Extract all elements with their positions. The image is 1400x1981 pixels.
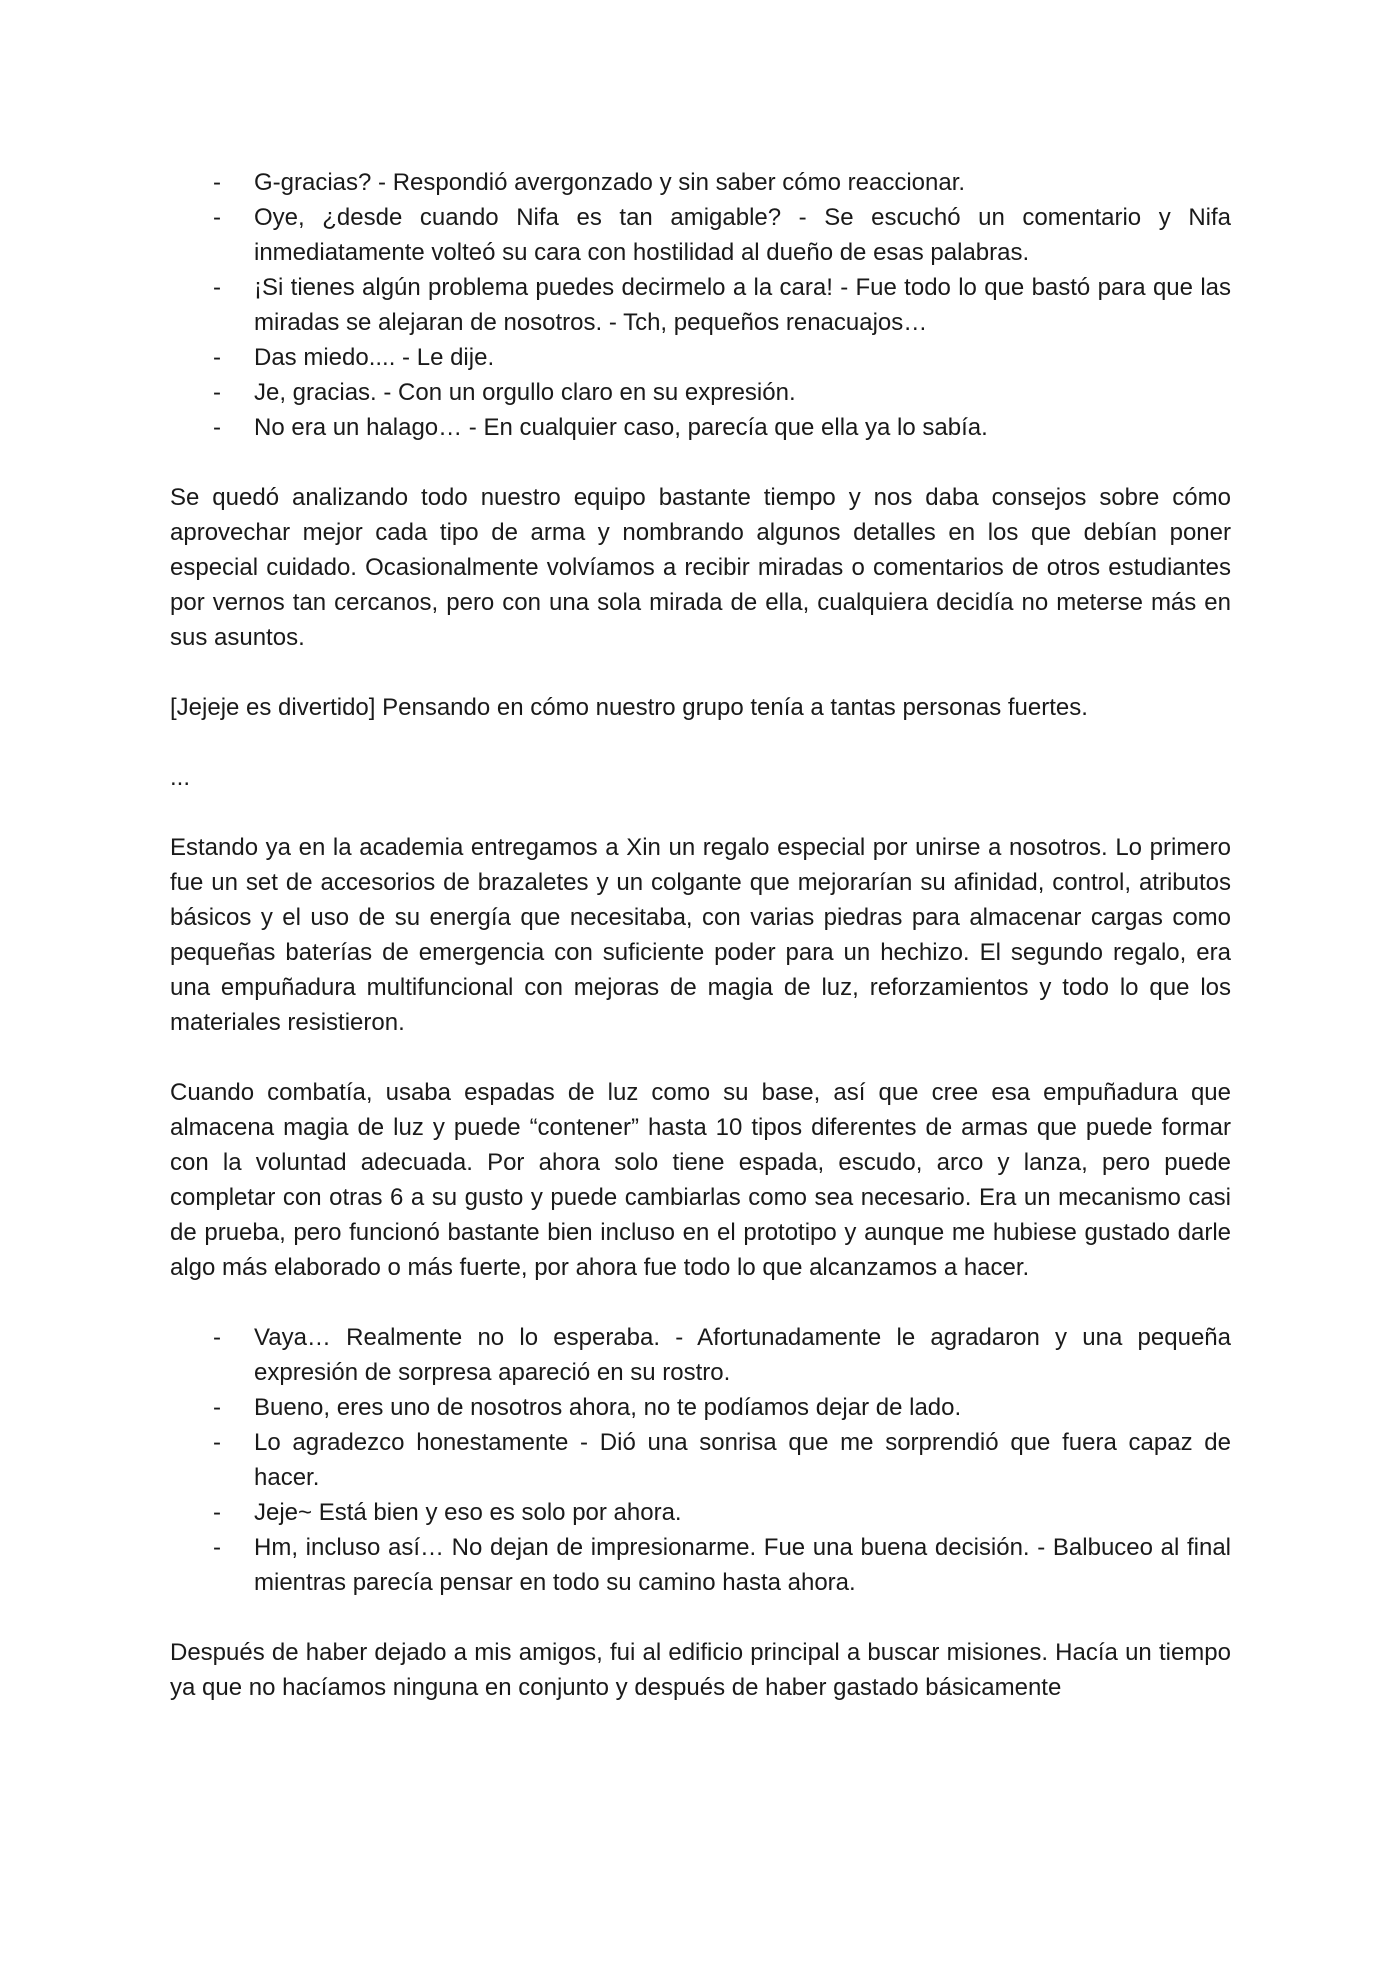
spacer [170, 655, 1231, 690]
spacer [170, 445, 1231, 480]
dialogue-line: - G-gracias? - Respondió avergonzado y sin saber cómo reaccionar. [170, 165, 1231, 200]
narrative-paragraph: Cuando combatía, usaba espadas de luz como su base, así que cree esa empuñadura que almacena magia de luz y puede “contener” hasta 10 tipos diferentes de armas que puede formar con la voluntad adecuada. Por ahora solo tiene espada, escudo, arco y lanza, pero puede completar con otras 6 a su gusto y puede cambiarlas como sea necesario. Era un mecanismo casi de prueba, pero funcionó bastante bien incluso en el prototipo y aunque me hubiese gustado darle algo más elaborado o más fuerte, por ahora fue todo lo que alcanzamos a hacer. [170, 1079, 1231, 1281]
narrative-paragraph: [Jejeje es divertido] Pensando en cómo nuestro grupo tenía a tantas personas fuertes. [170, 694, 1088, 721]
spacer [170, 1040, 1231, 1075]
scene-separator: ... [170, 764, 191, 791]
document-body [170, 165, 1231, 1705]
dialogue-line: - Je, gracias. - Con un orgullo claro en su expresión. [170, 375, 1231, 410]
dialogue-line: - Lo agradezco honestamente - Dió una sonrisa que me sorprendió que fuera capaz de hacer. [170, 1425, 1231, 1495]
dialogue-line: - ¡Si tienes algún problema puedes decirmelo a la cara! - Fue todo lo que bastó para que las miradas se alejaran de nosotros. - Tch, pequeños renacuajos… [170, 270, 1231, 340]
dialogue-list-1 [170, 165, 1231, 445]
dialogue-line: - Vaya… Realmente no lo esperaba. - Afortunadamente le agradaron y una pequeña expresión de sorpresa apareció en su rostro. [170, 1320, 1231, 1390]
narrative-paragraph: Después de haber dejado a mis amigos, fui al edificio principal a buscar misiones. Hacía un tiempo ya que no hacíamos ninguna en conjunto y después de haber gastado básicamente [170, 1639, 1231, 1701]
dialogue-list-2 [170, 1320, 1231, 1600]
spacer [170, 1285, 1231, 1320]
dialogue-line: - No era un halago… - En cualquier caso, parecía que ella ya lo sabía. [170, 410, 1231, 445]
dialogue-line: - Das miedo.... - Le dije. [170, 340, 1231, 375]
narrative-paragraph: Se quedó analizando todo nuestro equipo bastante tiempo y nos daba consejos sobre cómo aprovechar mejor cada tipo de arma y nombrando algunos detalles en los que debían poner especial cuidado. Ocasionalmente volvíamos a recibir miradas o comentarios de otros estudiantes por vernos tan cercanos, pero con una sola mirada de ella, cualquiera decidía no meterse más en sus asuntos. [170, 484, 1231, 651]
narrative-paragraph: Estando ya en la academia entregamos a Xin un regalo especial por unirse a nosotros. Lo primero fue un set de accesorios de brazaletes y un colgante que mejorarían su afinidad, control, atributos básicos y el uso de su energía que necesitaba, con varias piedras para almacenar cargas como pequeñas baterías de emergencia con suficiente poder para un hechizo. El segundo regalo, era una empuñadura multifuncional con mejoras de magia de luz, reforzamientos y todo lo que los materiales resistieron. [170, 834, 1231, 1036]
spacer [170, 725, 1231, 760]
dialogue-line: - Jeje~ Está bien y eso es solo por ahora. [170, 1495, 1231, 1530]
spacer [170, 795, 1231, 830]
dialogue-line: - Bueno, eres uno de nosotros ahora, no te podíamos dejar de lado. [170, 1390, 1231, 1425]
spacer [170, 1600, 1231, 1635]
dialogue-line: - Oye, ¿desde cuando Nifa es tan amigable? - Se escuchó un comentario y Nifa inmediatamente volteó su cara con hostilidad al dueño de esas palabras. [170, 200, 1231, 270]
dialogue-line: - Hm, incluso así… No dejan de impresionarme. Fue una buena decisión. - Balbuceo al final mientras parecía pensar en todo su camino hasta ahora. [170, 1530, 1231, 1600]
